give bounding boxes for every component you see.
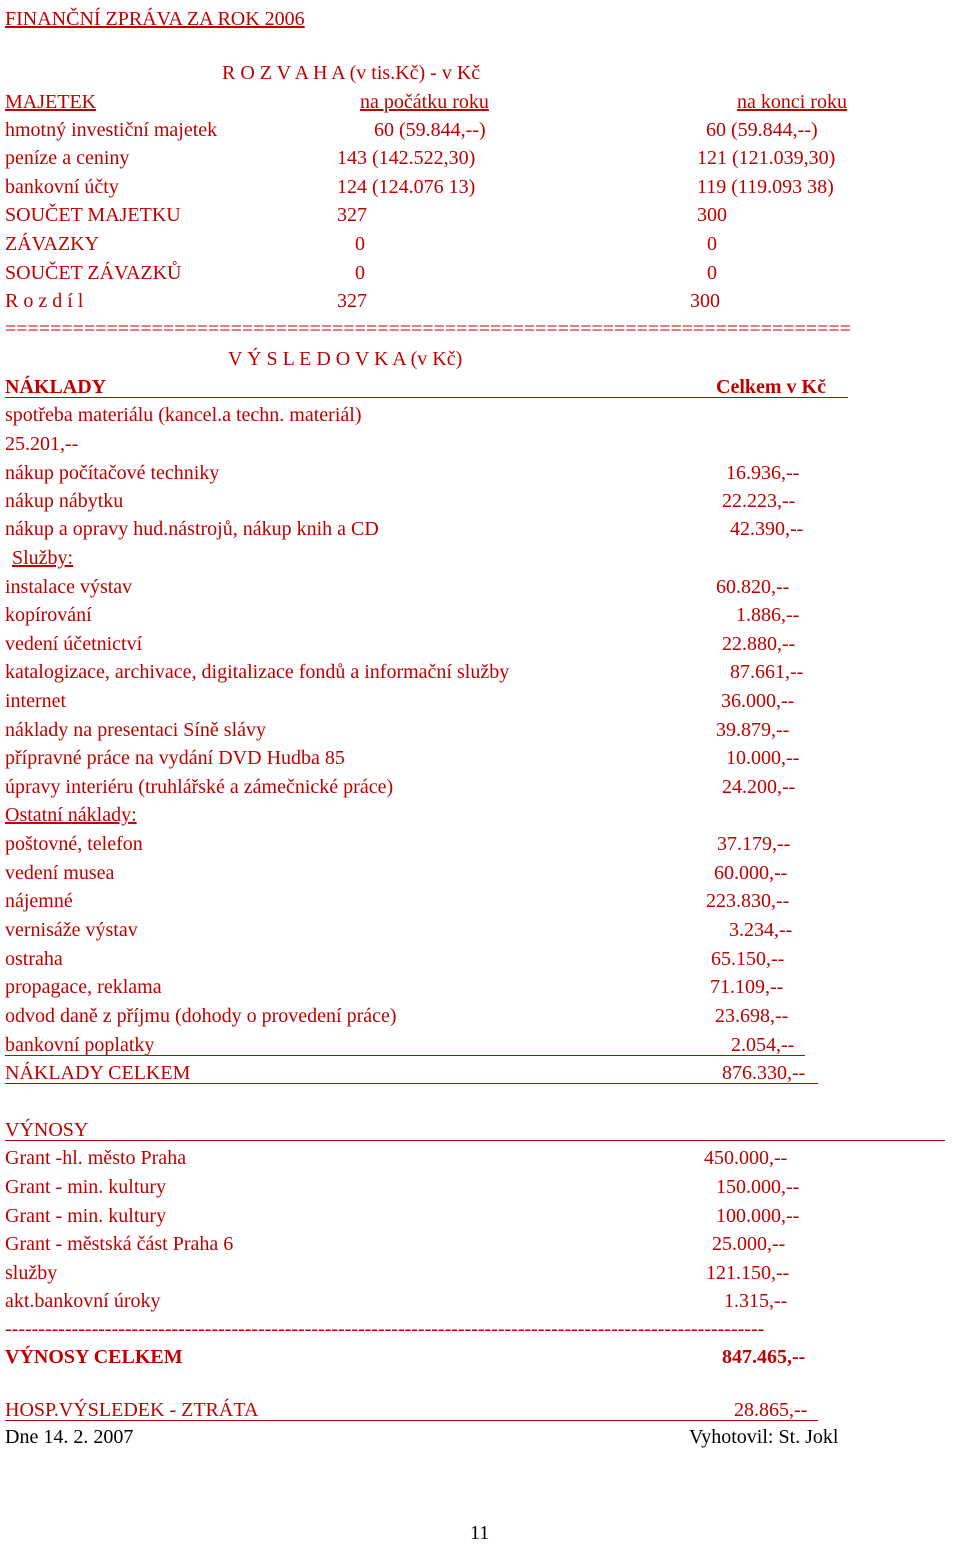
balance-row-start: 0	[355, 262, 365, 284]
document-author: Vyhotovil: St. Jokl	[689, 1426, 839, 1448]
list-item-label: Grant -hl. město Praha	[5, 1147, 187, 1169]
list-item-value: 60.000,--	[714, 862, 788, 884]
list-item-label: Grant - min. kultury	[5, 1205, 167, 1227]
bank-fees-underline	[5, 1055, 805, 1056]
balance-col-label: MAJETEK	[5, 91, 97, 113]
materials-value: 25.201,--	[5, 433, 79, 455]
list-item-label: nájemné	[5, 890, 73, 912]
list-item-label: propagace, reklama	[5, 976, 162, 998]
list-item-value: 36.000,--	[721, 690, 795, 712]
balance-col-start: na počátku roku	[360, 91, 489, 113]
list-item-label: vernisáže výstav	[5, 919, 138, 941]
balance-row-end: 300	[697, 204, 727, 226]
result-label: HOSP.VÝSLEDEK - ZTRÁTA	[5, 1399, 259, 1421]
list-item-label: vedení účetnictví	[5, 633, 143, 655]
list-item-value: 25.000,--	[712, 1233, 786, 1255]
list-item-value: 1.315,--	[724, 1290, 788, 1312]
list-item-value: 150.000,--	[716, 1176, 800, 1198]
costs-label: NÁKLADY	[5, 376, 107, 398]
list-item-value: 65.150,--	[711, 948, 785, 970]
revenue-total-value: 847.465,--	[722, 1346, 806, 1368]
list-item-value: 37.179,--	[717, 833, 791, 855]
result-value: 28.865,--	[734, 1399, 808, 1421]
revenue-underline	[5, 1140, 945, 1141]
results-heading: V Ý S L E D O V K A (v Kč)	[228, 348, 463, 370]
balance-row-end: 121 (121.039,30)	[697, 147, 836, 169]
list-item-value: 121.150,--	[706, 1262, 790, 1284]
page-title: FINANČNÍ ZPRÁVA ZA ROK 2006	[5, 8, 305, 30]
list-item-label: Grant - městská část Praha 6	[5, 1233, 234, 1255]
balance-col-end: na konci roku	[737, 91, 847, 113]
balance-row-label: peníze a ceniny	[5, 147, 130, 169]
materials-label: spotřeba materiálu (kancel.a techn. materiál)	[5, 404, 362, 426]
list-item-label: akt.bankovní úroky	[5, 1290, 161, 1312]
list-item-label: ostraha	[5, 948, 63, 970]
list-item-value: 60.820,--	[716, 576, 790, 598]
list-item-value: 22.880,--	[722, 633, 796, 655]
list-item-value: 42.390,--	[730, 518, 804, 540]
list-item-value: 223.830,--	[706, 890, 790, 912]
list-item-value: 71.109,--	[710, 976, 784, 998]
balance-row-label: R o z d í l	[5, 290, 84, 312]
list-item-label: úpravy interiéru (truhlářské a zámečnické práce)	[5, 776, 394, 798]
balance-row-end: 0	[707, 262, 717, 284]
revenue-label: VÝNOSY	[5, 1119, 89, 1141]
other-costs-label: Ostatní náklady:	[5, 804, 137, 826]
list-item-label: Grant - min. kultury	[5, 1176, 167, 1198]
balance-row-start: 327	[337, 204, 367, 226]
balance-row-end: 300	[690, 290, 720, 312]
list-item-value: 22.223,--	[722, 490, 796, 512]
balance-row-label: SOUČET ZÁVAZKŮ	[5, 262, 182, 284]
costs-total-label: NÁKLADY CELKEM	[5, 1062, 191, 1084]
total-col-label: Celkem v Kč	[716, 376, 826, 398]
result-underline	[5, 1420, 818, 1421]
balance-row-end: 60 (59.844,--)	[706, 119, 818, 141]
costs-underline	[5, 397, 848, 398]
double-separator: ===========================================================================	[5, 318, 851, 340]
list-item-label: instalace výstav	[5, 576, 133, 598]
balance-row-label: hmotný investiční majetek	[5, 119, 218, 141]
list-item-value: 3.234,--	[729, 919, 793, 941]
list-item-value: 24.200,--	[722, 776, 796, 798]
list-item-label: nákup a opravy hud.nástrojů, nákup knih a CD	[5, 518, 379, 540]
list-item-label: kopírování	[5, 604, 92, 626]
balance-heading: R O Z V A H A (v tis.Kč) - v Kč	[222, 62, 481, 84]
services-label: Služby:	[12, 547, 74, 569]
costs-total-value: 876.330,--	[722, 1062, 806, 1084]
balance-row-start: 327	[337, 290, 367, 312]
list-item-value: 39.879,--	[716, 719, 790, 741]
revenue-total-label: VÝNOSY CELKEM	[5, 1346, 183, 1368]
list-item-label: nákup počítačové techniky	[5, 462, 220, 484]
list-item-value: 450.000,--	[704, 1147, 788, 1169]
costs-total-underline	[5, 1083, 818, 1084]
list-item-value: 16.936,--	[726, 462, 800, 484]
list-item-value: 87.661,--	[730, 661, 804, 683]
dash-separator: ------------------------------------------------------------------------------------------------------------------	[5, 1318, 765, 1340]
balance-row-label: SOUČET MAJETKU	[5, 204, 181, 226]
document-date: Dne 14. 2. 2007	[5, 1426, 134, 1448]
balance-row-start: 143 (142.522,30)	[337, 147, 476, 169]
list-item-value: 1.886,--	[736, 604, 800, 626]
list-item-value: 2.054,--	[731, 1034, 795, 1056]
list-item-label: vedení musea	[5, 862, 115, 884]
list-item-label: poštovné, telefon	[5, 833, 143, 855]
list-item-value: 23.698,--	[715, 1005, 789, 1027]
list-item-label: katalogizace, archivace, digitalizace fondů a informační služby	[5, 661, 510, 683]
balance-row-end: 119 (119.093 38)	[697, 176, 834, 198]
list-item-value: 10.000,--	[726, 747, 800, 769]
list-item-label: nákup nábytku	[5, 490, 124, 512]
list-item-label: náklady na presentaci Síně slávy	[5, 719, 267, 741]
balance-row-start: 0	[355, 233, 365, 255]
page-number: 11	[470, 1522, 490, 1544]
balance-row-start: 60 (59.844,--)	[374, 119, 486, 141]
balance-row-start: 124 (124.076 13)	[337, 176, 476, 198]
balance-row-label: ZÁVAZKY	[5, 233, 100, 255]
list-item-label: služby	[5, 1262, 58, 1284]
list-item-label: bankovní poplatky	[5, 1034, 155, 1056]
list-item-label: odvod daně z příjmu (dohody o provedení práce)	[5, 1005, 397, 1027]
list-item-label: přípravné práce na vydání DVD Hudba 85	[5, 747, 345, 769]
balance-row-end: 0	[707, 233, 717, 255]
balance-row-label: bankovní účty	[5, 176, 119, 198]
list-item-label: internet	[5, 690, 67, 712]
list-item-value: 100.000,--	[716, 1205, 800, 1227]
